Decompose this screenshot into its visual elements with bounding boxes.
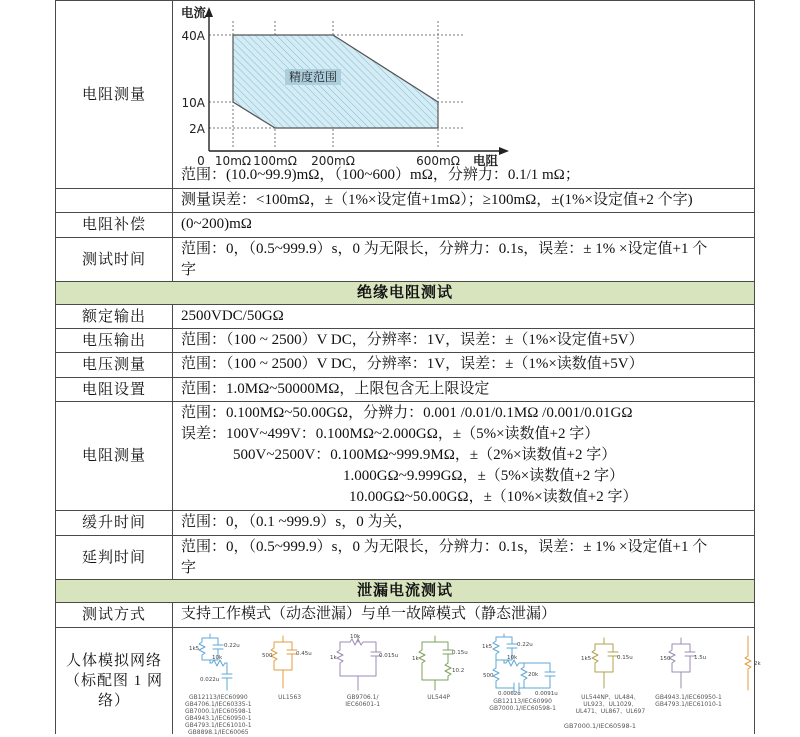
spec-table xyxy=(55,0,761,736)
circuit-standards: UL544P xyxy=(427,694,451,701)
y-tick-2A: 2A xyxy=(189,122,205,136)
delay-judge-line2: 字 xyxy=(181,560,197,576)
section-header-insulation: 绝缘电阻测试 xyxy=(56,282,754,305)
component-value: 0.015u xyxy=(378,653,398,659)
circuit-figure-4 xyxy=(408,632,470,701)
rated-output-text: 2500VDC/50GΩ xyxy=(181,308,284,324)
ramp-time-text: 范围：0，（0.1 ~999.9）s，0 为关， xyxy=(181,514,413,530)
x-tick-10m: 10mΩ xyxy=(214,154,252,168)
table-row xyxy=(56,353,754,378)
ins-res-line2: 误差：100V~499V：0.100MΩ~2.000GΩ，±（5%×读数值+2 字） xyxy=(181,426,600,442)
circuit-diagram-5 xyxy=(480,632,566,696)
row-label-ins-resistance-measure: 电阻测量 xyxy=(56,402,173,510)
component-value: 0.15u xyxy=(617,655,634,661)
ins-res-line5: 10.00GΩ~50.00GΩ，±（10%×读数值+2 字） xyxy=(349,489,638,505)
table-row xyxy=(56,189,754,213)
table-row xyxy=(56,402,754,511)
body-network-cell xyxy=(173,628,766,734)
ins-res-line4: 1.000GΩ~9.999GΩ，±（5%×读数值+2 字） xyxy=(343,468,624,484)
row-label-empty xyxy=(56,189,173,212)
circuit-standards: GB9706.1/ IEC60601-1 xyxy=(345,694,381,708)
circuit-diagram-8 xyxy=(732,632,766,692)
component-value: 0.0091u xyxy=(534,691,558,696)
circuit-standards: UL544NP、UL484、 UL923、UL1029、 UL471、UL867、UL697 xyxy=(575,694,646,715)
circuit-figure-8 xyxy=(732,632,766,692)
component-value: 0.22u xyxy=(516,642,533,648)
row-label-body-network: 人体模拟网络（标配图 1 网络） xyxy=(56,628,173,734)
table-row xyxy=(56,1,754,189)
component-value: 10.2 xyxy=(451,668,464,674)
component-value: 500 xyxy=(482,673,494,679)
circuit-figure-5 xyxy=(480,632,566,712)
y-tick-40A: 40A xyxy=(181,29,205,43)
component-value: 1k5 xyxy=(581,656,592,662)
component-value: 150 xyxy=(660,656,671,662)
ins-res-line1: 范围：0.100MΩ~50.00GΩ，分辨力：0.001 /0.01/0.1MΩ /0.001/0.01GΩ xyxy=(181,405,633,421)
component-value: 1k5 xyxy=(481,644,492,650)
x-tick-600m: 600mΩ xyxy=(416,154,460,168)
component-value: 1.5u xyxy=(694,655,707,661)
shared-standard-label: GB7000.1/IEC60598-1 xyxy=(563,722,637,730)
circuit-figure-7 xyxy=(655,632,722,708)
table-row xyxy=(56,536,754,580)
table-row xyxy=(56,305,754,329)
circuit-figure-2 xyxy=(262,632,318,701)
component-value: 0.0062u xyxy=(497,691,521,696)
component-value: 1k xyxy=(411,656,419,662)
y-axis-title: 电流 xyxy=(181,5,207,20)
resistance-setting-text: 范围：1.0MΩ~50000MΩ，上限包含无上限设定 xyxy=(181,381,490,397)
circuit-figure-1 xyxy=(185,632,252,736)
component-value: 10k xyxy=(349,634,360,640)
row-label-voltage-measure: 电压测量 xyxy=(56,353,173,377)
table-row xyxy=(56,213,754,238)
table-row xyxy=(56,511,754,536)
row-label-delay-judge-time: 延判时间 xyxy=(56,536,173,579)
table-row xyxy=(56,603,754,628)
section-header-leakage: 泄漏电流测试 xyxy=(56,580,754,603)
row-label-resistance-setting: 电阻设置 xyxy=(56,378,173,401)
component-value: 0.15u xyxy=(451,650,468,656)
region-label: 精度范围 xyxy=(288,70,338,84)
circuit-diagram-1 xyxy=(188,632,248,692)
table-row xyxy=(56,238,754,282)
component-value: 1k5 xyxy=(189,646,200,652)
test-time-line2: 字 xyxy=(181,262,197,278)
x-tick-0: 0 xyxy=(197,154,205,168)
x-tick-100m: 100mΩ xyxy=(253,154,297,168)
delay-judge-line1: 范围：0，（0.5~999.9）s，0 为无限长，分辨力：0.1s，误差：± 1% ×设定值+1 个 xyxy=(181,539,708,555)
row-label-resistance-compensation: 电阻补偿 xyxy=(56,213,173,237)
component-value: 20k xyxy=(527,672,538,678)
row-label-test-mode: 测试方式 xyxy=(56,603,173,627)
circuit-standards: GB12113/IEC60990 GB4706.1/IEC60335-1 GB7000.1/IEC60598-1 GB4943.1/IEC60950-1 GB4793.1/IEC61010-1 GB8898.1/IEC60065 xyxy=(185,694,252,736)
component-value: 0.022u xyxy=(200,677,220,683)
delay-judge-cell xyxy=(173,536,754,579)
row-label-resistance-measure: 电阻测量 xyxy=(56,1,173,188)
circuit-diagram-2 xyxy=(262,632,318,692)
row-label-ramp-time: 缓升时间 xyxy=(56,511,173,535)
row-label-rated-output: 额定输出 xyxy=(56,305,173,328)
row-label-test-time: 测试时间 xyxy=(56,238,173,281)
circuit-standards: UL1563 xyxy=(278,694,302,701)
table-row xyxy=(56,628,761,736)
table-row xyxy=(56,378,754,402)
accuracy-range-chart xyxy=(173,3,533,171)
x-tick-200m: 200mΩ xyxy=(311,154,355,168)
component-value: 1k xyxy=(329,655,337,661)
resistance-range-text: 范围：(10.0~99.9)mΩ，（100~600）mΩ，分辨力：0.1/1 mΩ； xyxy=(181,167,580,183)
circuit-diagram-4 xyxy=(408,632,470,692)
component-value: 10k xyxy=(212,655,223,661)
circuit-figure-3 xyxy=(328,632,398,708)
test-time-cell xyxy=(173,238,754,281)
circuit-diagram-7 xyxy=(660,632,716,692)
component-value: 2k xyxy=(753,661,761,667)
component-value: 0.45u xyxy=(295,651,312,657)
circuit-figure-6 xyxy=(576,632,646,715)
circuit-standards: GB4943.1/IEC60950-1 GB4793.1/IEC61010-1 xyxy=(655,694,722,708)
circuit-standards: GB12113/IEC60990 GB7000.1/IEC60598-1 xyxy=(489,698,556,712)
component-value: 500 xyxy=(261,653,273,659)
circuit-diagram-3 xyxy=(328,632,398,692)
component-value: 0.22u xyxy=(224,643,241,649)
row-label-voltage-output: 电压输出 xyxy=(56,329,173,352)
x-axis-title: 电阻 xyxy=(473,153,499,168)
ins-res-line3: 500V~2500V：0.100MΩ~999.9MΩ，±（2%×读数值+2 字） xyxy=(233,447,617,463)
component-value: 10k xyxy=(506,655,517,661)
measure-error-text: 测量误差：<100mΩ，±（1%×设定值+1mΩ）；≥100mΩ，±(1%×设定值+2 个字) xyxy=(181,192,693,208)
x-axis-arrow xyxy=(499,147,509,155)
circuit-diagram-6 xyxy=(581,632,639,692)
test-time-line1: 范围：0，（0.5~999.9）s，0 为无限长，分辨力：0.1s，误差：± 1% ×设定值+1 个 xyxy=(181,241,708,257)
voltage-output-text: 范围：（100 ~ 2500）V DC，分辨率：1V，误差：±（1%×设定值+5V） xyxy=(181,332,644,348)
test-mode-text: 支持工作模式（动态泄漏）与单一故障模式（静态泄漏） xyxy=(181,606,557,622)
ins-resistance-measure-cell xyxy=(173,402,754,510)
table-row xyxy=(56,329,754,353)
y-axis-arrow xyxy=(205,7,213,17)
voltage-measure-text: 范围：（100 ~ 2500）V DC，分辨率：1V，误差：±（1%×读数值+5V） xyxy=(181,356,644,372)
resistance-measure-cell xyxy=(173,1,754,188)
resistance-compensation-text: (0~200)mΩ xyxy=(181,216,252,232)
y-tick-10A: 10A xyxy=(181,96,205,110)
